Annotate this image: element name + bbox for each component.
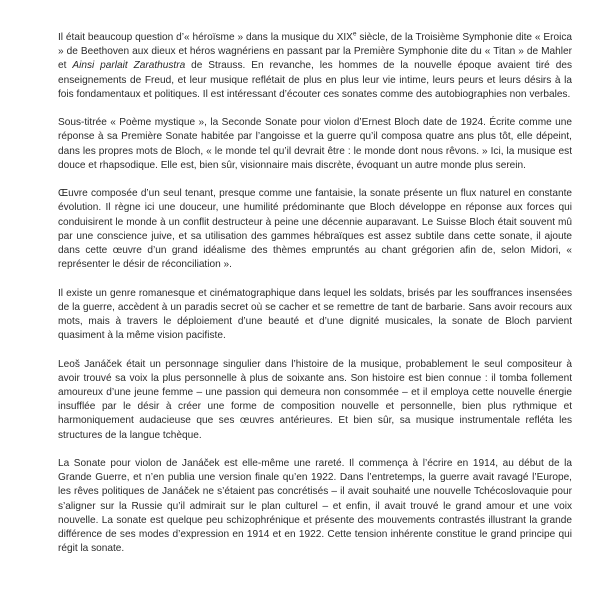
paragraph-text-segment: Il était beaucoup question d’« héroïsme » dans la musique du XIX [58,32,353,43]
italic-title: Ainsi parlait Zarathustra [72,60,186,72]
paragraph-text-segment: siècle, de la Troisième Symphonie dite « [356,32,544,43]
document-body [58,31,572,556]
paragraph-bloch-single-movement: Œuvre composée d’un seul tenant, presque comme une fantaisie, la sonate présente un flux naturel en constante évolution. Il règne ici une douceur, une humilité prédominante que Bloch développe en réponse aux forces qui conduisirent le monde à un conflit destructeur à peine une décennie auparavant. Le Suisse Bloch était souvent mû par une conscience juive, et sa utilisation des gammes hébraïques est assez subtile dans cette sonate, il ajoute dans cette œuvre d’un grand idéalisme des thèmes empruntés au chant grégorien afin de, selon Midori, « représenter le désir de réconciliation ». [58,188,572,271]
paragraph-heroism [58,31,572,102]
paragraph-text-segment: » de Mahler et [58,46,572,72]
paragraph-janacek-biography: Leoš Janáček était un personnage singulier dans l’histoire de la musique, probablement le seul compositeur à avoir trouvé sa voix la plus personnelle à plus de soixante ans. Son histoire est bien connue : il tomba follement amoureux d’une jeune femme – une passion qui demeura non consommée – et il employa cette nouvelle énergie insufflée par le désir à créer une forme de composition nouvelle et personnelle, bien plus rythmique et harmoniquement audacieuse que ses œuvres antérieures. Et bien sûr, sa musique instrumentale refléta les structures de la langue tchèque. [58,358,572,441]
paragraph-text-segment: Eroica [543,32,572,43]
paragraph-text-segment: » de Beethoven aux dieux et héros wagnériens en passant par la Première Symphonie dite du « [58,46,494,58]
paragraph-text-segment: Titan [493,46,516,58]
paragraph-text-segment: de Strauss. En revanche, les hommes de la nouvelle époque avaient tiré des enseignements de Freud, et leur musique reflétait de plus en plus leur vie intime, leurs peurs et leurs désirs à la fois fondamentaux et politiques. Il est intéressant d’écouter ces sonates comme des autobiographies non verbales. [58,60,573,100]
paragraph-pacifist-vision: Il existe un genre romanesque et cinématographique dans lequel les soldats, brisés par les souffrances insensées de la guerre, accèdent à un paradis secret où se cacher et se remettre de tant de barbarie. Sans avoir recours aux mots, mais à travers le déploiement d’une beauté et d’une dignité musicales, la sonate de Bloch parvient quasiment à la même vision pacifiste. [58,287,572,342]
paragraph-janacek-sonata: La Sonate pour violon de Janáček est elle-même une rareté. Il commença à l’écrire en 1914, au début de la Grande Guerre, et n’en publia une version finale qu’en 1922. Dans l’entretemps, la guerre avait ravagé l’Europe, les rêves politiques de Janáček ne s’étaient pas concrétisés – il avait souhaité une nouvelle Tchécoslovaquie pour s’aligner sur la Russie qu’il admirait sur le plan culturel – et enfin, il avait trouvé le grand amour et une voix nouvelle. La sonate est quelque peu schizophrénique et présente des mouvements contrastés illustrant la grande différence de ses modes d’expression en 1914 et en 1922. Cette tension inhérente constitue le grand principe qui régit la sonate. [58,458,572,555]
paragraph-bloch-second-sonata: Sous-titrée « Poème mystique », la Seconde Sonate pour violon d’Ernest Bloch date de 1924. Écrite comme une réponse à sa Première Sonate habitée par l’angoisse et la guerre qu’il composa quatre ans plus tôt, elle dépeint, dans les propres mots de Bloch, « le monde tel qu’il devrait être : le monde dont nous rêvons. » Ici, la musique est douce et rhapsodique. Elle est, bien sûr, visionnaire mais discrète, évoquant un autre monde plus serein. [58,117,572,171]
superscript: e [352,30,357,38]
